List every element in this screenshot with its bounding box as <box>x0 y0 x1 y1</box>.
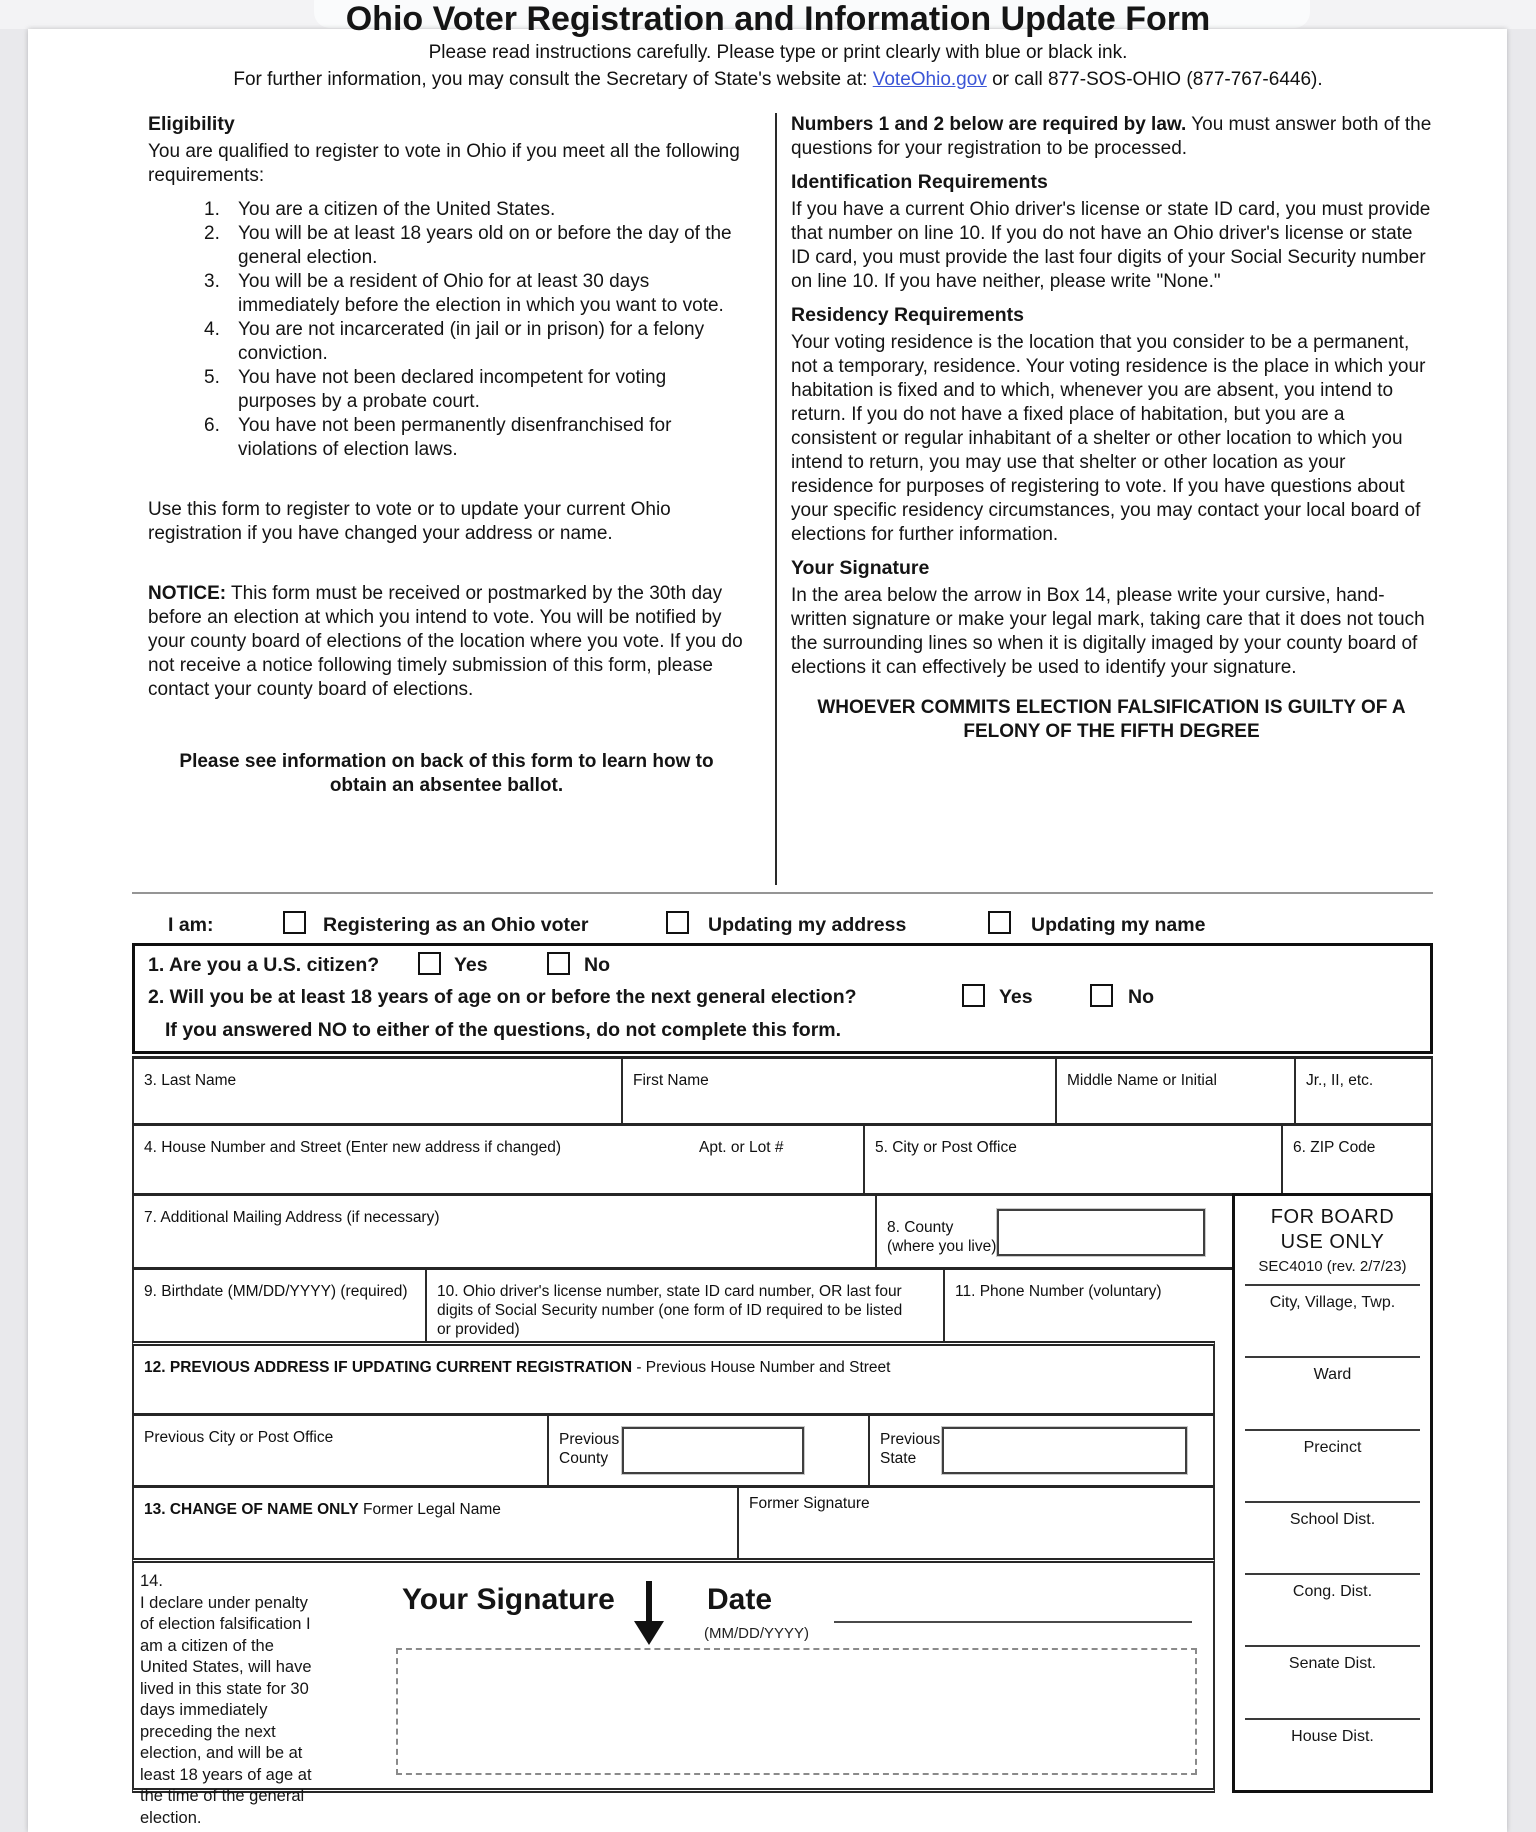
q1-no-label: No <box>584 954 610 976</box>
list-item <box>204 198 745 222</box>
previous-city-field[interactable] <box>134 1416 549 1485</box>
last-name-label: 3. Last Name <box>144 1072 237 1089</box>
item-text: You are not incarcerated (in jail or in prison) for a felony conviction. <box>238 319 705 364</box>
list-item <box>204 414 745 462</box>
form-page <box>28 0 1507 1832</box>
residency-text: Your voting residence is the location that you consider to be a permanent, not a temporary, residence. Your voting residence is the place in which your habitation is fixed and to which, whenever you are absent, you intend to return. If you do not have a fixed place of habitation, but you are a consistent or regular inhabitant of a shelter or other location to which you intend to return, you may use that shelter or other location as your residence for purposes of registering to vote. If you have questions about your specific residency circumstances, you may contact your local board of elections for further information. <box>791 332 1426 545</box>
eligibility-heading: Eligibility <box>148 113 235 135</box>
first-name-label: First Name <box>633 1072 709 1089</box>
item-number: 1. <box>204 199 220 220</box>
date-format-label: (MM/DD/YYYY) <box>704 1625 809 1642</box>
section-divider <box>132 892 1433 894</box>
previous-address-label-rest: - Previous House Number and Street <box>632 1359 891 1376</box>
signature-row <box>132 1558 1215 1827</box>
board-use-only-panel <box>1232 1193 1433 1793</box>
citizenship-questions-box <box>132 943 1433 1054</box>
eligibility-list <box>204 198 745 462</box>
signature-input-box[interactable] <box>396 1648 1197 1775</box>
q1-no-checkbox[interactable] <box>547 952 570 975</box>
id-number-label: 10. Ohio driver's license number, state ID card number, OR last four digits of Social Security number (one form of ID required to be listed or provided) <box>437 1283 903 1338</box>
city-field[interactable] <box>865 1126 1283 1193</box>
birthdate-field[interactable] <box>134 1270 427 1341</box>
registering-label: Registering as an Ohio voter <box>323 914 589 936</box>
item-text: You will be a resident of Ohio for at least 30 days immediately before the election in which you want to vote. <box>238 271 724 316</box>
board-fields <box>1235 1284 1430 1790</box>
previous-county-cell <box>549 1416 870 1485</box>
falsification-warning: WHOEVER COMMITS ELECTION FALSIFICATION IS GUILTY OF A FELONY OF THE FIFTH DEGREE <box>817 697 1406 742</box>
mailing-county-row <box>132 1193 1232 1267</box>
list-item <box>204 270 745 318</box>
previous-address-field[interactable] <box>134 1346 1213 1413</box>
id-number-field[interactable] <box>427 1270 945 1341</box>
board-title-line2: USE ONLY <box>1280 1231 1385 1253</box>
requirements-column <box>777 113 1434 885</box>
updating-name-label: Updating my name <box>1031 914 1206 936</box>
change-of-name-label-rest: Former Legal Name <box>358 1501 501 1518</box>
item-number: 2. <box>204 223 220 244</box>
q2-yes-checkbox[interactable] <box>962 984 985 1007</box>
mailing-address-field[interactable] <box>134 1196 877 1267</box>
form-fields-area <box>132 1056 1433 1827</box>
item-text: You have not been permanently disenfranchised for violations of election laws. <box>238 415 672 460</box>
board-title-line1: FOR BOARD <box>1270 1206 1395 1228</box>
birthdate-label: 9. Birthdate (MM/DD/YYYY) (required) <box>144 1283 408 1300</box>
item-number: 6. <box>204 415 220 436</box>
declaration-block <box>140 1571 322 1829</box>
item-number: 5. <box>204 367 220 388</box>
mailing-address-label: 7. Additional Mailing Address (if necessary) <box>144 1209 440 1226</box>
your-signature-heading: Your Signature <box>791 557 930 579</box>
change-of-name-label <box>144 1500 501 1519</box>
name-row <box>132 1056 1433 1123</box>
board-field-house-dist: House Dist. <box>1245 1718 1420 1790</box>
previous-city-label: Previous City or Post Office <box>144 1429 334 1446</box>
previous-city-county-state-row <box>132 1413 1215 1485</box>
board-field-ward: Ward <box>1245 1356 1420 1428</box>
board-field-cong-dist: Cong. Dist. <box>1245 1573 1420 1645</box>
street-field[interactable] <box>134 1126 865 1193</box>
change-of-name-label-bold: 13. CHANGE OF NAME ONLY <box>144 1501 359 1518</box>
q1-yes-label: Yes <box>454 954 488 976</box>
birthdate-id-phone-row <box>132 1267 1232 1341</box>
previous-county-input[interactable] <box>622 1427 804 1474</box>
box14-number: 14. <box>140 1572 163 1590</box>
first-name-field[interactable] <box>623 1059 1057 1123</box>
middle-name-field[interactable] <box>1057 1059 1296 1123</box>
former-signature-label: Former Signature <box>749 1495 870 1512</box>
previous-state-input[interactable] <box>942 1427 1187 1474</box>
residency-heading: Residency Requirements <box>791 304 1025 326</box>
absentee-note: Please see information on back of this form to learn how to obtain an absentee ballot. <box>179 751 714 796</box>
instruction-columns <box>120 113 1436 885</box>
former-legal-name-field[interactable] <box>134 1488 739 1558</box>
list-item <box>204 366 745 414</box>
your-signature-text: In the area below the arrow in Box 14, please write your cursive, hand-written signature or make your legal mark, taking care that it does not touch the surrounding lines so when it is digitally imaged by your county board of elections it can effectively be used to identify your signature. <box>791 585 1425 678</box>
suffix-label: Jr., II, etc. <box>1306 1072 1374 1089</box>
voteohio-link[interactable]: VoteOhio.gov <box>872 69 987 90</box>
notice-paragraph <box>148 582 745 702</box>
i-am-label: I am: <box>168 914 214 936</box>
former-signature-field[interactable] <box>739 1488 1213 1558</box>
arrow-down-icon <box>630 1579 668 1647</box>
intro-line-1: Please read instructions carefully. Please type or print clearly with blue or black ink. <box>428 42 1128 63</box>
q2-no-checkbox[interactable] <box>1090 984 1113 1007</box>
board-field-school-dist: School Dist. <box>1245 1501 1420 1573</box>
declaration-text: I declare under penalty of election falsification I am a citizen of the United States, will have lived in this state for 30 days immediately preceding the next election, and will be at least 18 years of age at the time of the general election. <box>140 1593 312 1827</box>
item-text: You have not been declared incompetent for voting purposes by a probate court. <box>238 367 667 412</box>
item-number: 3. <box>204 271 220 292</box>
board-form-code: SEC4010 (rev. 2/7/23) <box>1258 1258 1407 1275</box>
date-input-line[interactable] <box>834 1621 1192 1623</box>
intro-line-2 <box>120 67 1436 93</box>
middle-name-label: Middle Name or Initial <box>1067 1072 1217 1089</box>
registering-checkbox[interactable] <box>283 911 306 934</box>
notice-text: This form must be received or postmarked by the 30th day before an election at which you intend to vote. You will be notified by your county board of elections of the location where you vote. If you do not receive a notice following timely submission of this form, please contact your county board of elections. <box>148 583 743 700</box>
signature-cell <box>134 1563 1213 1827</box>
notice-label: NOTICE: <box>148 583 227 604</box>
board-panel-header <box>1235 1196 1430 1284</box>
updating-address-checkbox[interactable] <box>666 911 689 934</box>
county-label-line2: (where you live) <box>887 1238 997 1255</box>
eligibility-intro: You are qualified to register to vote in Ohio if you meet all the following requirements: <box>148 141 740 186</box>
phone-label: 11. Phone Number (voluntary) <box>955 1283 1162 1300</box>
zip-label: 6. ZIP Code <box>1293 1139 1376 1156</box>
address-row <box>132 1123 1433 1193</box>
required-by-law-bold: Numbers 1 and 2 below are required by law. <box>791 114 1187 135</box>
apt-label: Apt. or Lot # <box>699 1139 784 1156</box>
zip-field[interactable] <box>1283 1126 1431 1193</box>
q1-yes-checkbox[interactable] <box>418 952 441 975</box>
question-1-label: 1. Are you a U.S. citizen? <box>148 954 380 976</box>
change-of-name-row <box>132 1485 1215 1558</box>
last-name-field[interactable] <box>134 1059 623 1123</box>
answered-no-warning: If you answered NO to either of the questions, do not complete this form. <box>165 1019 842 1041</box>
board-field-city-village-twp: City, Village, Twp. <box>1245 1284 1420 1356</box>
previous-state-cell <box>870 1416 1213 1485</box>
previous-state-label: Previous State <box>880 1431 941 1467</box>
q2-no-label: No <box>1128 986 1154 1008</box>
previous-address-row <box>132 1341 1215 1413</box>
phone-field[interactable] <box>945 1270 1232 1341</box>
county-label <box>887 1218 996 1256</box>
clipped-form-title <box>120 0 1436 39</box>
item-text: You are a citizen of the United States. <box>238 199 556 220</box>
eligibility-column <box>120 113 777 885</box>
required-by-law-rest: You must answer both of the questions for your registration to be processed. <box>791 114 1432 159</box>
updating-name-checkbox[interactable] <box>988 911 1011 934</box>
updating-address-label: Updating my address <box>708 914 907 936</box>
list-item <box>204 222 745 270</box>
suffix-field[interactable] <box>1296 1059 1431 1123</box>
city-label: 5. City or Post Office <box>875 1139 1017 1156</box>
intro-line-2-prefix: For further information, you may consult the Secretary of State's website at: <box>233 69 873 90</box>
previous-address-label <box>144 1358 890 1377</box>
form-title-text: Ohio Voter Registration and Information Update Form <box>345 0 1211 38</box>
date-label: Date <box>707 1583 773 1616</box>
identification-heading: Identification Requirements <box>791 171 1048 193</box>
i-am-row <box>132 903 1433 943</box>
required-by-law-paragraph <box>791 113 1432 161</box>
item-number: 4. <box>204 319 220 340</box>
your-signature-label: Your Signature <box>402 1583 615 1616</box>
street-label: 4. House Number and Street (Enter new address if changed) <box>144 1139 562 1156</box>
question-2-label: 2. Will you be at least 18 years of age on or before the next general election? <box>148 986 857 1008</box>
county-cell <box>877 1196 1232 1267</box>
intro-line-2-suffix: or call 877-SOS-OHIO (877-767-6446). <box>986 69 1323 90</box>
county-input[interactable] <box>997 1209 1205 1256</box>
q2-yes-label: Yes <box>999 986 1033 1008</box>
board-field-precinct: Precinct <box>1245 1429 1420 1501</box>
board-field-senate-dist: Senate Dist. <box>1245 1645 1420 1717</box>
county-label-line1: 8. County <box>887 1219 954 1236</box>
list-item <box>204 318 745 366</box>
identification-text: If you have a current Ohio driver's license or state ID card, you must provide that number on line 10. If you do not have an Ohio driver's license or state ID card, you must provide the last four digits of your Social Security number on line 10. If you have neither, please write "None." <box>791 199 1431 292</box>
previous-county-label: Previous County <box>559 1431 620 1467</box>
item-text: You will be at least 18 years old on or before the day of the general election. <box>238 223 732 268</box>
previous-address-label-bold: 12. PREVIOUS ADDRESS IF UPDATING CURRENT REGISTRATION <box>144 1359 633 1376</box>
use-form-paragraph: Use this form to register to vote or to update your current Ohio registration if you have changed your address or name. <box>148 499 671 544</box>
